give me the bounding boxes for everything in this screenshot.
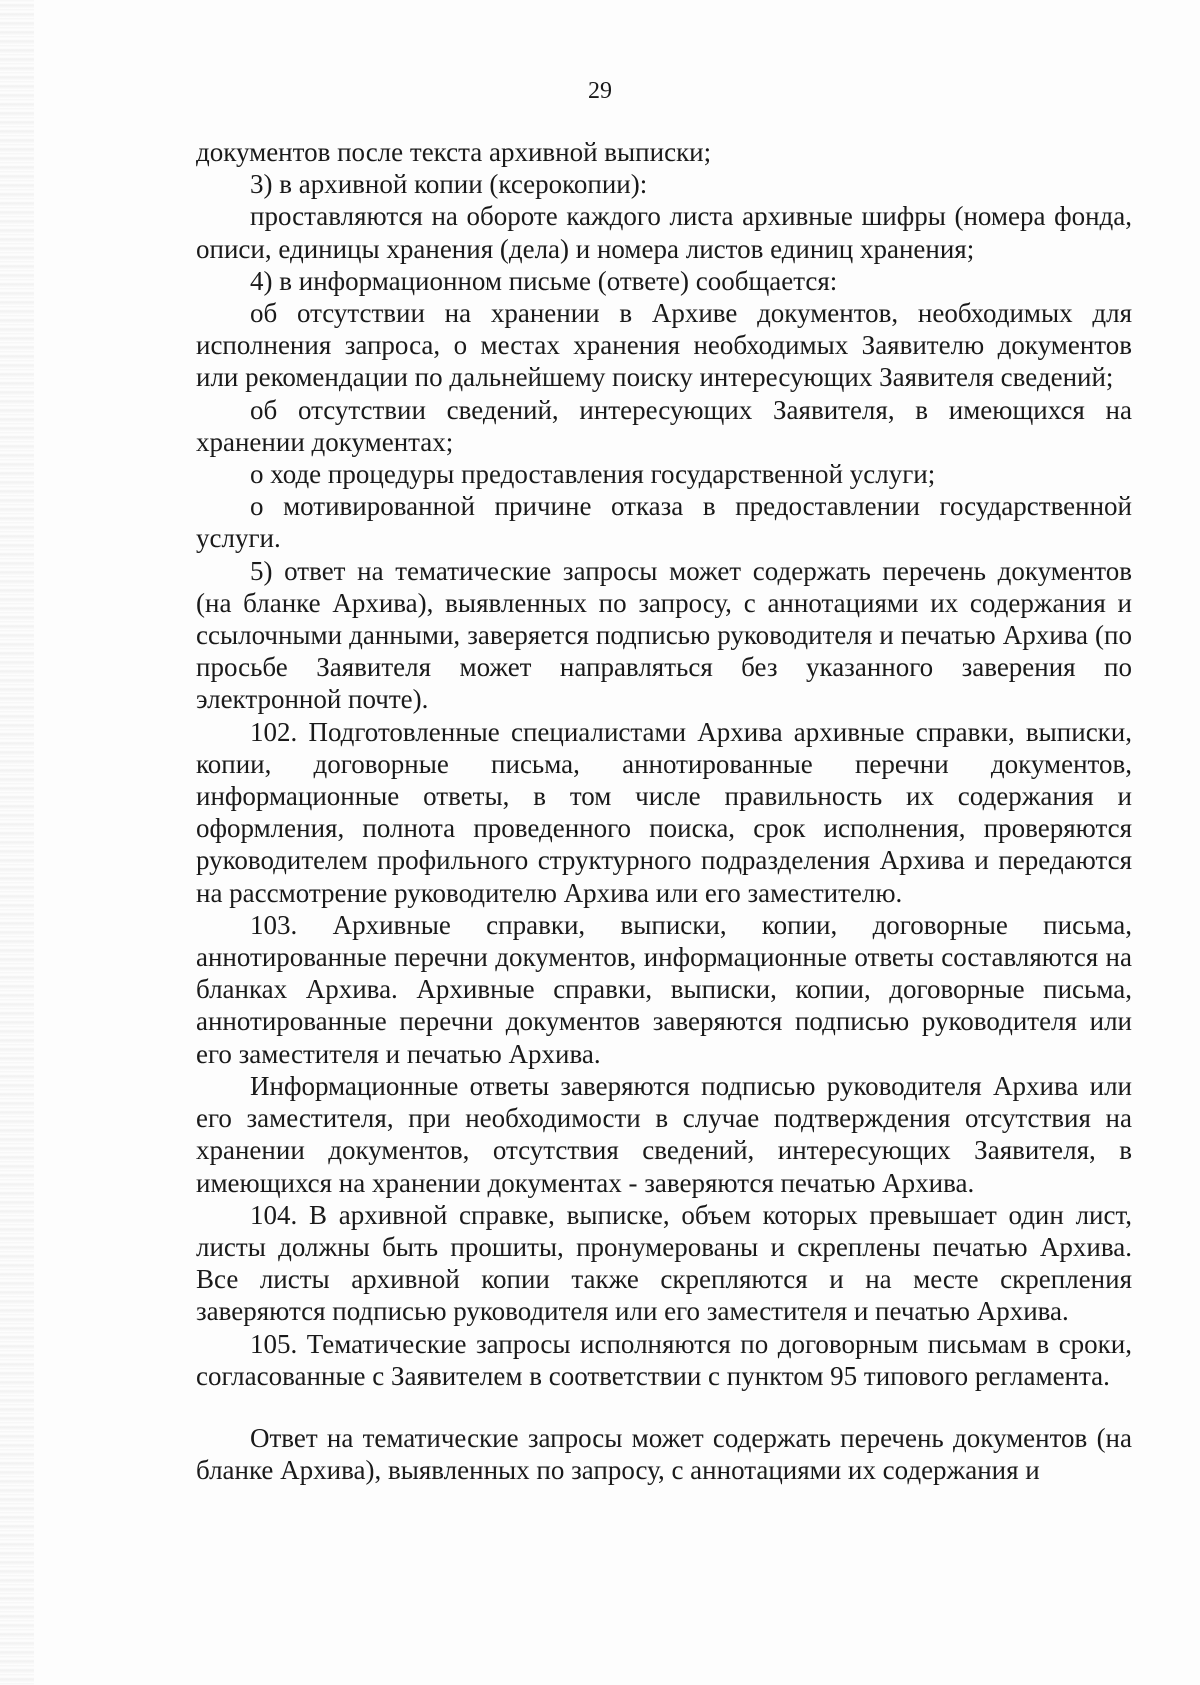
- page-number: 29: [588, 78, 612, 104]
- paragraph-continuation: документов после текста архивной выписки;: [196, 137, 712, 167]
- paragraph-clause-104: 104. В архивной справке, выписке, объем которых превышает один лист, листы должны быть прошиты, пронумерованы и скреплены печатью Архива. Все листы архивной копии также скрепляются и на месте скрепления заверяются подписью руководителя или его заместителя и печатью Архива.: [196, 1199, 1132, 1327]
- paragraph-archive-codes: проставляются на обороте каждого листа архивные шифры (номера фонда, описи, единицы хранения (дела) и номера листов единиц хранения;: [196, 201, 1132, 264]
- paragraph-thematic-answer: Ответ на тематические запросы может содержать перечень документов (на бланке Архива), выявленных по запросу, с аннотациями их содержания и: [196, 1422, 1132, 1486]
- paragraph-info-answers: Информационные ответы заверяются подписью руководителя Архива или его заместителя, при необходимости в случае подтверждения отсутствия на хранении документов, отсутствия сведений, интересующих Заявителя, в имеющихся на хранении документах - заверяются печатью Архива.: [196, 1070, 1132, 1198]
- document-body: [196, 136, 1132, 1486]
- paragraph-clause-105: 105. Тематические запросы исполняются по договорным письмам в сроки, согласованные с Заявителем в соответствии с пунктом 95 типового регламента.: [196, 1328, 1132, 1391]
- paragraph-refusal-reason: о мотивированной причине отказа в предоставлении государственной услуги.: [196, 491, 1132, 554]
- paragraph-absence-documents: об отсутствии на хранении в Архиве документов, необходимых для исполнения запроса, о местах хранения необходимых Заявителю документов или рекомендации по дальнейшему поиску интересующих Заявителя сведений;: [196, 298, 1132, 393]
- paragraph-absence-info: об отсутствии сведений, интересующих Заявителя, в имеющихся на хранении документах;: [196, 394, 1132, 457]
- paragraph-item-3: 3) в архивной копии (ксерокопии):: [250, 169, 648, 200]
- paragraph-clause-103: 103. Архивные справки, выписки, копии, договорные письма, аннотированные перечни документов, информационные ответы составляются на бланках Архива. Архивные справки, выписки, копии, договорные письма, аннотированные перечни документов заверяются подписью руководителя или его заместителя и печатью Архива.: [196, 909, 1132, 1069]
- paragraph-procedure-progress: о ходе процедуры предоставления государственной услуги;: [250, 459, 936, 490]
- paragraph-item-5: 5) ответ на тематические запросы может содержать перечень документов (на бланке Архива), выявленных по запросу, с аннотациями их содержания и ссылочными данными, заверяется подписью руководителя и печатью Архива (по просьбе Заявителя может направляться без указанного заверения по электронной почте).: [196, 555, 1132, 715]
- paragraph-item-4: 4) в информационном письме (ответе) сообщается:: [250, 265, 838, 296]
- scan-edge-artifact: [0, 0, 34, 1685]
- paragraph-clause-102: 102. Подготовленные специалистами Архива архивные справки, выписки, копии, договорные письма, аннотированные перечни документов, информационные ответы, в том числе правильность их содержания и оформления, полнота проведенного поиска, срок исполнения, проверяются руководителем профильного структурного подразделения Архива и передаются на рассмотрение руководителю Архива или его заместителю.: [196, 716, 1132, 908]
